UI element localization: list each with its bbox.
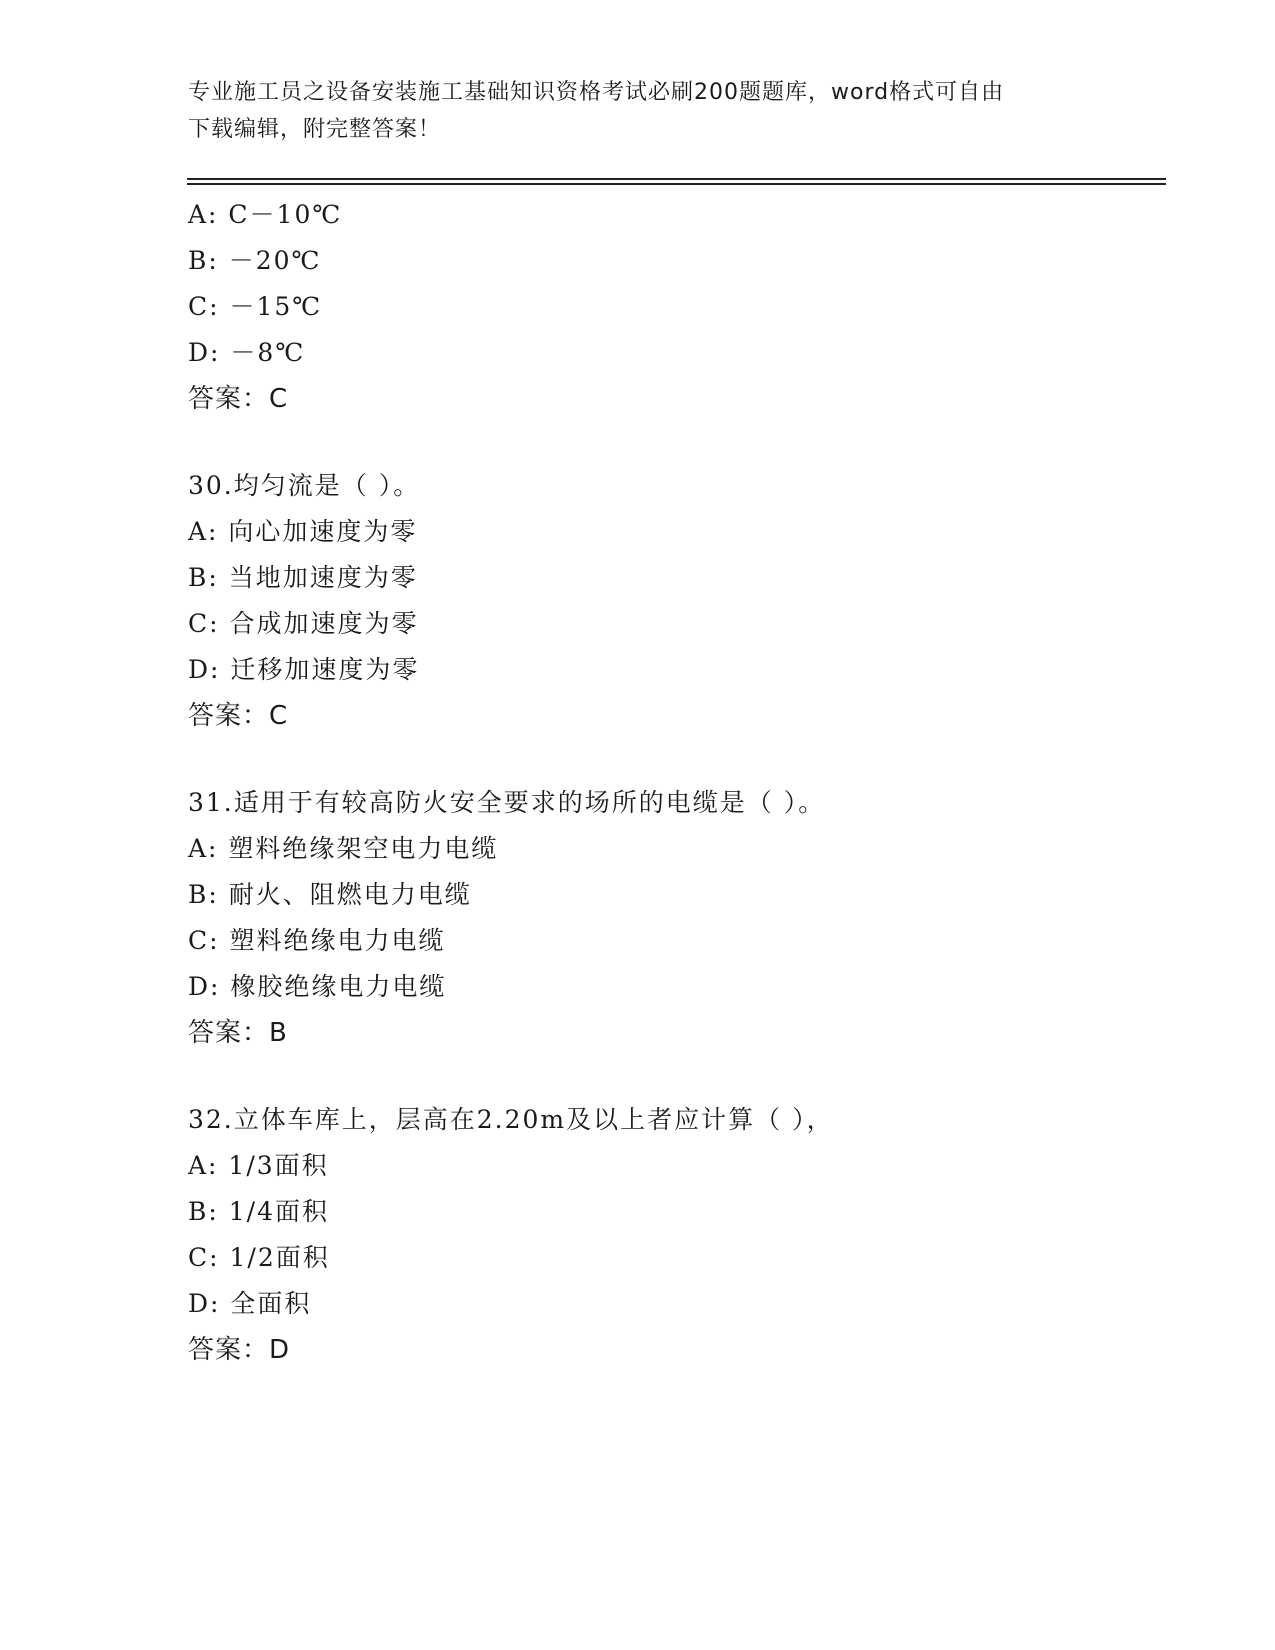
option-c: C: 塑料绝缘电力电缆 (188, 926, 446, 955)
header-divider-bottom (187, 183, 1166, 185)
option-c: C: 1/2面积 (188, 1243, 330, 1272)
spacer (188, 1056, 1168, 1097)
header-divider-top (187, 178, 1166, 180)
question-32 (188, 1097, 1168, 1373)
option-b: B: 耐火、阻燃电力电缆 (188, 880, 472, 909)
option-b: B: －20℃ (188, 246, 322, 275)
document-body (188, 192, 1168, 1373)
option-a: A: 1/3面积 (188, 1151, 329, 1180)
document-header: 专业施工员之设备安装施工基础知识资格考试必刷200题题库，word格式可自由 下载编辑，附完整答案！ (188, 80, 1005, 142)
option-c: C: 合成加速度为零 (188, 609, 419, 638)
option-d: D: 橡胶绝缘电力电缆 (188, 972, 447, 1001)
question-stem: 31.适用于有较高防火安全要求的场所的电缆是（ ）。 (188, 788, 826, 817)
answer: 答案：C (188, 384, 289, 414)
option-a: A: 向心加速度为零 (188, 517, 418, 546)
question-stem: 32.立体车库上，层高在2.20m及以上者应计算（ ）， (188, 1105, 834, 1134)
question-29-continued (188, 192, 1168, 422)
option-b: B: 当地加速度为零 (188, 563, 418, 592)
spacer (188, 739, 1168, 780)
answer: 答案：B (188, 1018, 288, 1048)
question-31 (188, 780, 1168, 1056)
answer: 答案：C (188, 701, 289, 731)
option-b: B: 1/4面积 (188, 1197, 329, 1226)
question-stem: 30.均匀流是（ ）。 (188, 471, 421, 500)
option-d: D: 迁移加速度为零 (188, 655, 420, 684)
question-30 (188, 463, 1168, 739)
option-c: C: －15℃ (188, 292, 323, 321)
answer: 答案：D (188, 1335, 291, 1365)
option-a: A: 塑料绝缘架空电力电缆 (188, 834, 499, 863)
spacer (188, 422, 1168, 463)
option-d: D: 全面积 (188, 1289, 312, 1318)
option-d: D: －8℃ (188, 338, 306, 367)
option-a: A: C－10℃ (188, 200, 343, 229)
